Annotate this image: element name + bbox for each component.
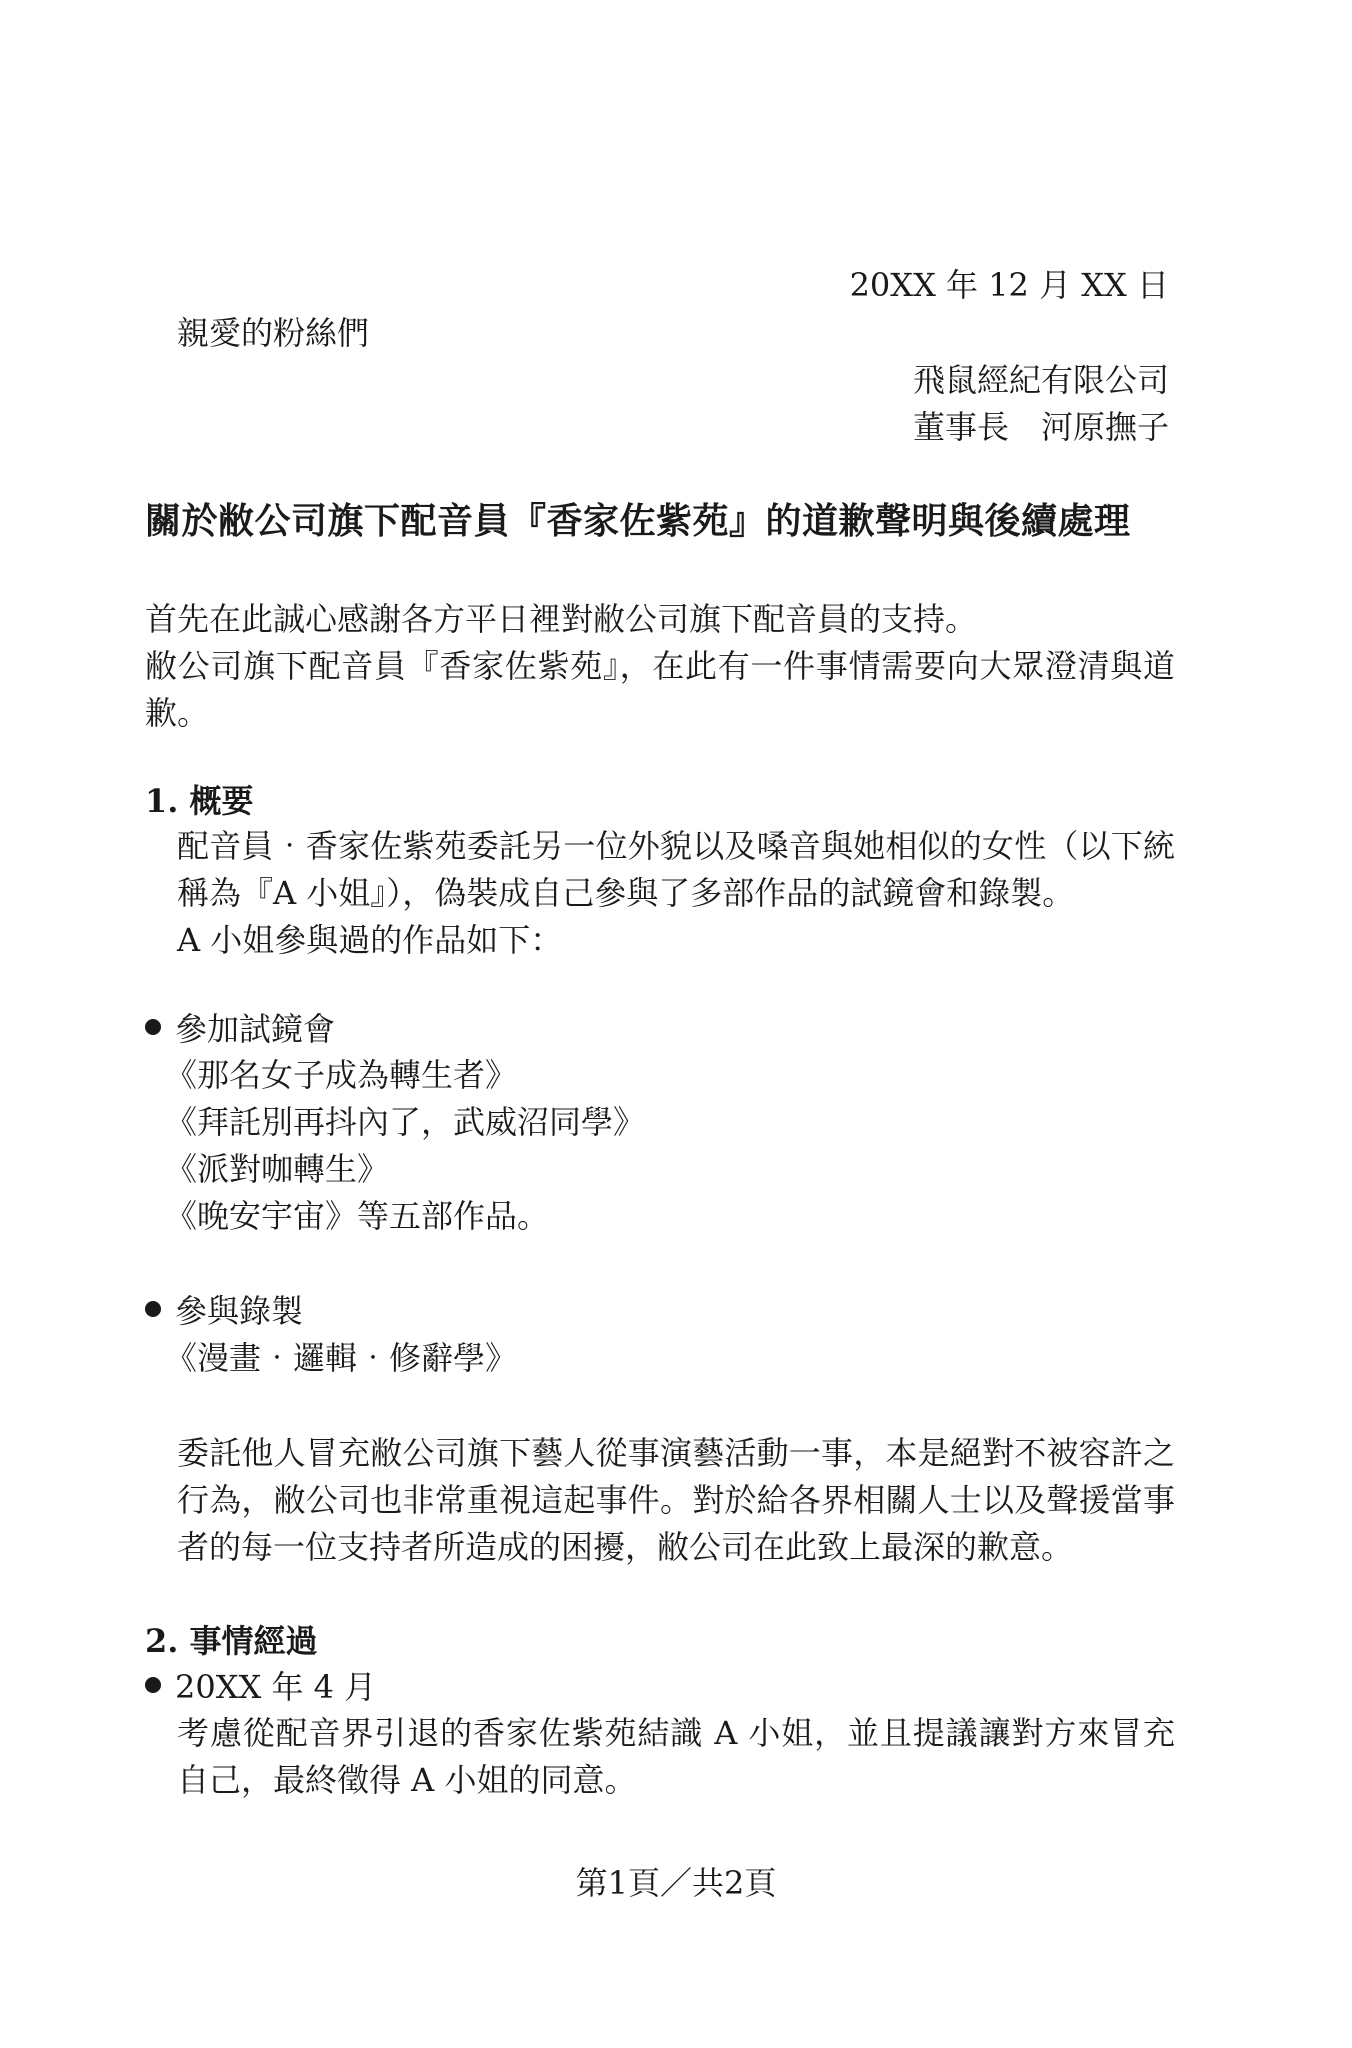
audition-label: 參加試鏡會 (175, 1010, 336, 1048)
event-date-bullet (145, 1664, 376, 1710)
event-description: 考慮從配音界引退的香家佐紫苑結識 A 小姐，並且提議讓對方來冒充自己，最終徵得 A 小姐的同意。 (177, 1714, 1175, 1799)
overview-paragraph (177, 823, 1175, 964)
greeting: 親愛的粉絲們 (177, 314, 370, 352)
section-1-heading: 1. 概要 (145, 782, 254, 820)
recording-label: 參與錄製 (175, 1292, 304, 1330)
company-name: 飛鼠經紀有限公司 (912, 361, 1169, 399)
intro-line-2: 敝公司旗下配音員『香家佐紫苑』，在此有一件事情需要向大眾澄清與道歉。 (145, 647, 1175, 732)
apology-paragraph: 委託他人冒充敝公司旗下藝人從事演藝活動一事，本是絕對不被容許之行為，敝公司也非常重視這起事件。對於給各界相關人士以及聲援當事者的每一位支持者所造成的困擾，敝公司在此致上最深的歉意。 (177, 1434, 1175, 1566)
overview-line-1: 配音員‧香家佐紫苑委託另一位外貌以及嗓音與她相似的女性（以下統稱為『A 小姐』），偽裝成自己參與了多部作品的試鏡會和錄製。 (177, 827, 1175, 912)
bullet-dot-icon (145, 1019, 161, 1035)
statement-title: 關於敝公司旗下配音員『香家佐紫苑』的道歉聲明與後續處理 (145, 501, 1131, 542)
overview-line-2: A 小姐參與過的作品如下： (177, 921, 563, 959)
bullet-dot-icon (145, 1301, 161, 1317)
bullet-dot-icon (145, 1677, 161, 1693)
audition-bullet (145, 1006, 335, 1052)
section-2-heading: 2. 事情經過 (145, 1622, 318, 1660)
recording-works-list (165, 1335, 517, 1382)
intro-line-1: 首先在此誠心感謝各方平日裡對敝公司旗下配音員的支持。 (145, 600, 978, 638)
recording-bullet (145, 1288, 303, 1334)
list-item: 《漫畫‧邏輯‧修辭學》 (165, 1339, 518, 1377)
list-item: 《晚安宇宙》等五部作品。 (165, 1197, 550, 1235)
list-item: 《那名女子成為轉生者》 (165, 1056, 518, 1094)
intro-paragraph (145, 596, 1175, 737)
event-date: 20XX 年 4 月 (175, 1668, 377, 1706)
statement-date: 20XX 年 12 月 XX 日 (849, 266, 1169, 304)
page-number: 第1頁／共2頁 (575, 1864, 777, 1902)
audition-works-list (165, 1052, 645, 1240)
list-item: 《拜託別再抖內了，武威沼同學》 (165, 1103, 646, 1141)
list-item: 《派對咖轉生》 (165, 1150, 390, 1188)
chairman-signature: 董事長 河原撫子 (912, 408, 1169, 446)
